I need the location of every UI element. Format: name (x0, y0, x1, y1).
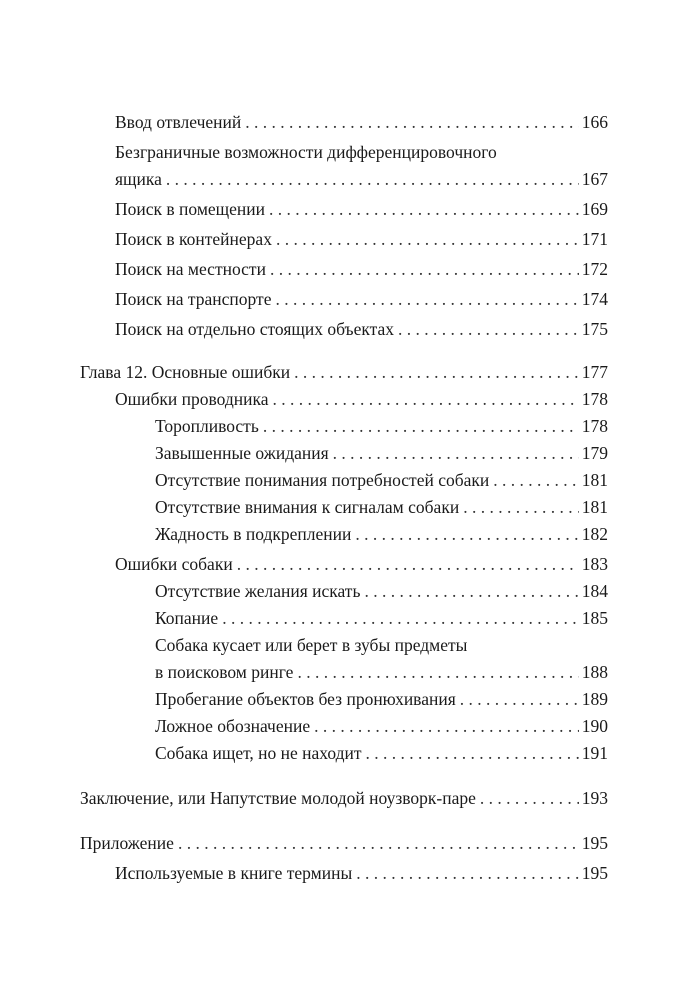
leader-dots (276, 226, 579, 253)
toc-entry-title: Собака ищет, но не находит (155, 743, 362, 763)
toc-entry-page: 183 (581, 554, 608, 574)
toc-chapter-entry (80, 785, 608, 812)
toc-entry-title: Ошибки проводника (115, 389, 269, 409)
toc-entry (80, 440, 608, 467)
leader-dots (273, 386, 579, 413)
toc-entry-title: Заключение, или Напутствие молодой ноузворк-паре (80, 788, 476, 808)
leader-dots (297, 659, 578, 686)
toc-entry-title: Копание (155, 608, 219, 628)
leader-dots (314, 713, 579, 740)
leader-dots (269, 196, 579, 223)
toc-entry-page: 190 (581, 716, 608, 736)
toc-entry (80, 286, 608, 313)
toc-entry-page: 169 (581, 199, 608, 219)
leader-dots (460, 686, 579, 713)
leader-dots (366, 740, 579, 767)
toc-entry (80, 860, 608, 887)
toc-entry-title-line1: Безграничные возможности дифференцировочного (115, 142, 497, 162)
toc-entry-page: 166 (581, 112, 608, 132)
toc-entry-page: 178 (581, 416, 608, 436)
leader-dots (480, 785, 579, 812)
toc-entry-title: Жадность в подкреплении (155, 524, 352, 544)
toc-entry-page: 172 (581, 259, 608, 279)
toc-entry (80, 196, 608, 223)
leader-dots (166, 166, 579, 193)
toc-entry-page: 188 (581, 662, 608, 682)
toc-entry-page: 177 (581, 362, 608, 382)
toc-entry (80, 316, 608, 343)
toc-entry (80, 713, 608, 740)
toc-entry-page: 189 (581, 689, 608, 709)
toc-entry-page: 195 (581, 833, 608, 853)
toc-entry (80, 256, 608, 283)
toc-entry-title: Используемые в книге термины (115, 863, 353, 883)
toc-entry-title: Отсутствие внимания к сигналам собаки (155, 497, 460, 517)
leader-dots (245, 109, 578, 136)
leader-dots (364, 578, 578, 605)
toc-entry-title: Глава 12. Основные ошибки (80, 362, 291, 382)
toc-entry-page: 184 (581, 581, 608, 601)
toc-entry-title: ящика (115, 169, 162, 189)
toc-entry (80, 139, 608, 193)
toc-entry-title: Поиск на отдельно стоящих объектах (115, 319, 395, 339)
toc-entry (80, 740, 608, 767)
toc-entry-title: Поиск в контейнерах (115, 229, 272, 249)
toc-entry-title: Приложение (80, 833, 174, 853)
toc-entry-page: 191 (581, 743, 608, 763)
toc-entry-title-line1: Собака кусает или берет в зубы предметы (155, 635, 468, 655)
leader-dots (355, 521, 578, 548)
toc-entry (80, 632, 608, 686)
toc-entry-title: Ошибки собаки (115, 554, 233, 574)
leader-dots (270, 256, 579, 283)
toc-entry (80, 551, 608, 578)
toc-entry (80, 521, 608, 548)
toc-entry-title: Поиск на транспорте (115, 289, 272, 309)
leader-dots (178, 830, 579, 857)
toc-entry-page: 171 (581, 229, 608, 249)
toc-entry-title: Ложное обозначение (155, 716, 311, 736)
toc-entry-page: 193 (581, 788, 608, 808)
toc-entry (80, 494, 608, 521)
leader-dots (222, 605, 579, 632)
leader-dots (237, 551, 579, 578)
leader-dots (263, 413, 579, 440)
toc-entry (80, 226, 608, 253)
toc-entry (80, 109, 608, 136)
toc-entry (80, 686, 608, 713)
toc-entry-title: Завышенные ожидания (155, 443, 329, 463)
toc-entry-title: Поиск в помещении (115, 199, 265, 219)
toc-entry-page: 185 (581, 608, 608, 628)
leader-dots (463, 494, 579, 521)
leader-dots (493, 467, 578, 494)
toc-entry-title: Отсутствие желания искать (155, 581, 361, 601)
toc-entry (80, 467, 608, 494)
toc-chapter-entry (80, 359, 608, 386)
leader-dots (275, 286, 578, 313)
leader-dots (356, 860, 579, 887)
toc-entry (80, 413, 608, 440)
toc-entry-title: Отсутствие понимания потребностей собаки (155, 470, 490, 490)
toc-entry-title: в поисковом ринге (155, 662, 294, 682)
toc-entry-title: Торопливость (155, 416, 259, 436)
toc-entry-page: 178 (581, 389, 608, 409)
toc-entry-page: 175 (581, 319, 608, 339)
toc-entry-page: 179 (581, 443, 608, 463)
toc-entry (80, 605, 608, 632)
toc-entry-page: 181 (581, 470, 608, 490)
toc-entry (80, 386, 608, 413)
toc-entry-page: 181 (581, 497, 608, 517)
leader-dots (398, 316, 579, 343)
toc-entry-title: Ввод отвлечений (115, 112, 242, 132)
toc-entry (80, 578, 608, 605)
toc-entry-title: Пробегание объектов без пронюхивания (155, 689, 456, 709)
toc-chapter-entry (80, 830, 608, 857)
table-of-contents (80, 109, 608, 887)
toc-entry-page: 195 (581, 863, 608, 883)
toc-entry-page: 174 (581, 289, 608, 309)
toc-entry-page: 167 (581, 169, 608, 189)
toc-entry-page: 182 (581, 524, 608, 544)
leader-dots (333, 440, 579, 467)
toc-entry-title: Поиск на местности (115, 259, 266, 279)
leader-dots (294, 359, 579, 386)
